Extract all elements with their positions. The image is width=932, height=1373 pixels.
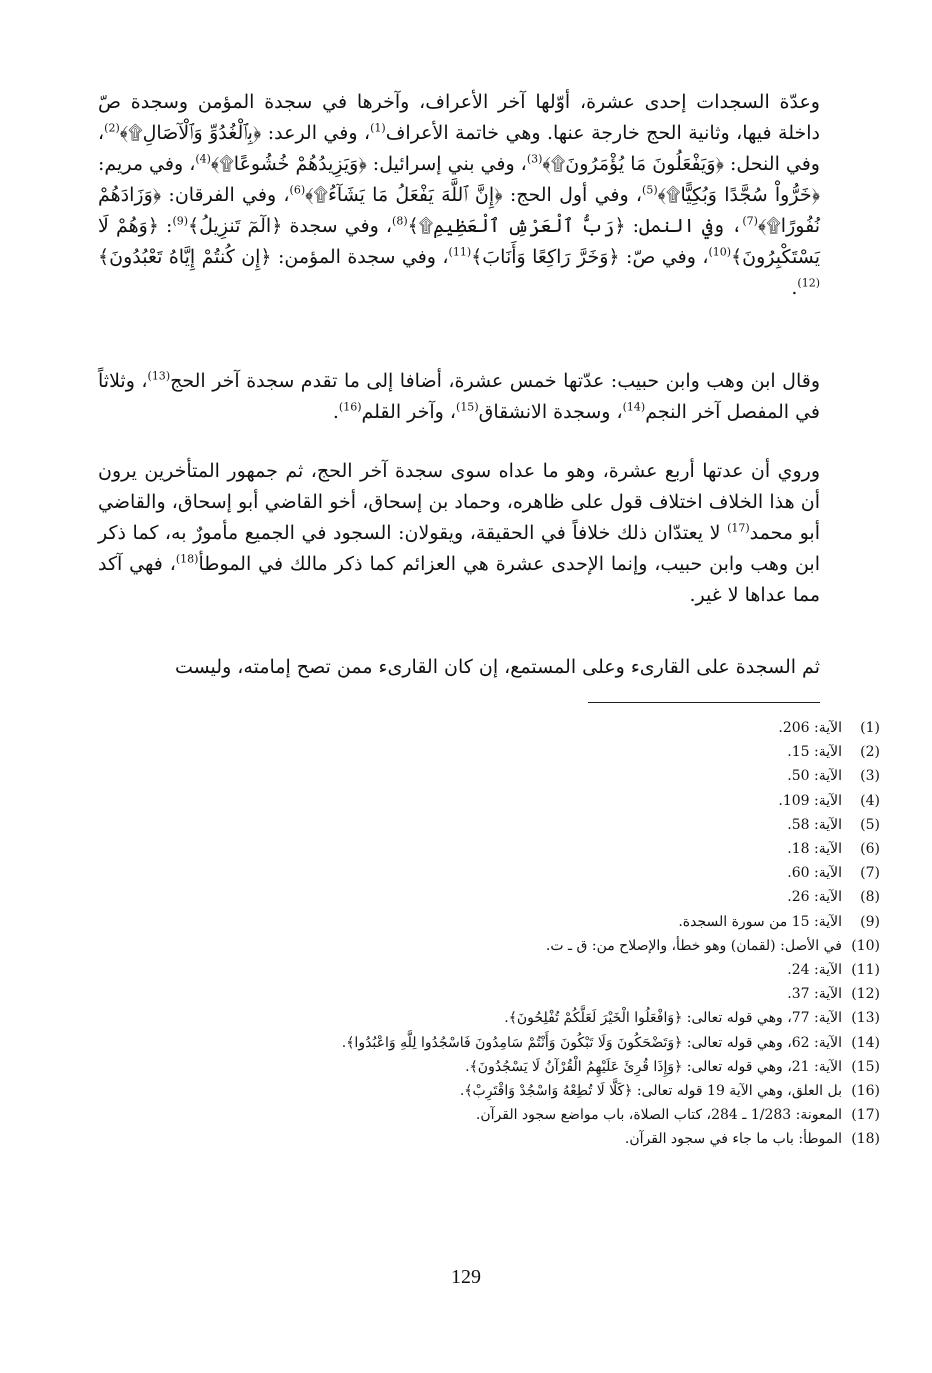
body-paragraph-2 [98, 366, 820, 428]
footnote-ref-8[interactable]: (8) [392, 214, 408, 228]
footnote-number: (6) [860, 841, 880, 858]
footnote-ref-9[interactable]: (9) [172, 214, 189, 228]
footnote-item [150, 861, 880, 885]
footnote-ref-17[interactable]: (17) [727, 521, 750, 535]
footnote-item [150, 934, 880, 958]
footnote-number: (9) [860, 913, 880, 930]
paragraph-text: ، وفي الفرقان: ﴿وَزَادَهُمْ نُفُورًا۩﴾ [98, 184, 820, 237]
footnote-item [150, 1127, 880, 1151]
footnote-item [150, 1055, 880, 1079]
paragraph-text: ، وفي سجدة ﴿الٓمٓ تَنزِيلُ﴾ [188, 215, 393, 237]
footnote-item [150, 740, 880, 764]
paragraph-text: ، فهي آكد مما عداها لا غير. [98, 553, 820, 606]
footnote-item [150, 837, 880, 861]
footnote-text: الآية: 58. [787, 816, 842, 833]
footnote-number: (13) [851, 1010, 880, 1027]
footnote-ref-12[interactable]: (12) [797, 276, 820, 290]
paragraph-text: ، وسجدة الانشقاق [478, 401, 623, 423]
footnote-text: الآية: 60. [787, 865, 842, 882]
footnote-ref-15[interactable]: (15) [456, 400, 479, 414]
footnote-ref-18[interactable]: (18) [175, 552, 199, 566]
footnote-ref-13[interactable]: (13) [147, 369, 171, 383]
paragraph-text: لا يعتدّان ذلك خلافاً في الحقيقة، ويقولان: السجود في الجميع مأمورٌ به، كما ذكر ابن وهب وابن حبيب، وإنما الإحدى عشرة هي العزائم كما ذكر مالك في الموطأ [98, 522, 821, 575]
footnote-item [150, 813, 880, 837]
footnote-item [150, 982, 880, 1006]
footnote-item [150, 1031, 880, 1055]
footnote-text: بل العلق، وهي الآية 19 قوله تعالى: ﴿كَلَّا لَا تُطِعْهُ وَاسْجُدْ وَاقْتَرِبْ﴾. [459, 1083, 842, 1100]
paragraph-text: ، وفي صّ: ﴿وَخَرَّ رَاكِعًا وَأَنَابَ﴾ [471, 246, 709, 268]
paragraph-text: . [332, 401, 339, 423]
footnote-separator [588, 702, 820, 703]
paragraph-text: ، وثلاثاً في المفصل آخر النجم [98, 370, 820, 423]
paragraph-text: وقال ابن وهب وابن حبيب: عدّتها خمس عشرة، أضافا إلى ما تقدم سجدة آخر الحج [170, 370, 820, 392]
footnote-number: (2) [860, 744, 880, 761]
footnote-text: الآية: 37. [787, 986, 842, 1003]
footnote-item [150, 1103, 880, 1127]
footnote-number: (5) [860, 816, 880, 833]
footnote-text: الآية: 109. [778, 792, 842, 809]
footnote-text: الآية: 18. [787, 841, 842, 858]
footnote-ref-4[interactable]: (4) [195, 152, 211, 166]
footnote-number: (18) [851, 1131, 880, 1148]
footnote-ref-14[interactable]: (14) [622, 400, 646, 414]
footnote-text: الآية: 206. [778, 720, 842, 736]
page-number: 129 [451, 1266, 481, 1288]
footnote-number: (16) [851, 1083, 880, 1100]
footnote-text: الآية: 15 من سورة السجدة. [678, 913, 842, 930]
paragraph-text: ، وفي النمل: ﴿رَبُّ ٱلْعَرْشِ ٱلْعَظِيمِ۩﴾ [407, 215, 743, 237]
footnote-number: (14) [851, 1034, 880, 1051]
paragraph-text: . [791, 277, 798, 299]
footnote-ref-3[interactable]: (3) [526, 152, 543, 166]
paragraph-text: ثم السجدة على القارىء وعلى المستمع، إن كان القارىء ممن تصح إمامته، وليست [174, 656, 820, 678]
footnote-text: الآية: 15. [787, 744, 842, 761]
footnote-ref-5[interactable]: (5) [642, 183, 658, 197]
footnote-number: (12) [851, 986, 880, 1003]
footnote-ref-16[interactable]: (16) [338, 400, 362, 414]
body-paragraph-1 [98, 87, 820, 304]
footnote-text: الموطأ: باب ما جاء في سجود القرآن. [624, 1131, 842, 1148]
paragraph-text: ، وفي النحل: ﴿وَيَفْعَلُونَ مَا يُؤْمَرُونَ۩﴾ [98, 122, 820, 175]
footnote-ref-7[interactable]: (7) [742, 214, 758, 228]
footnote-ref-1[interactable]: (1) [370, 121, 386, 135]
paragraph-text: : ﴿وَهُمْ لَا يَسْتَكْبِرُونَ﴾ [98, 215, 820, 268]
footnote-ref-6[interactable]: (6) [289, 183, 306, 197]
footnote-ref-10[interactable]: (10) [708, 245, 732, 259]
footnote-number: (1) [860, 720, 880, 736]
footnote-item [150, 1079, 880, 1103]
footnote-item [150, 789, 880, 813]
footnote-ref-2[interactable]: (2) [104, 121, 120, 135]
footnote-text: الآية: 21، وهي قوله تعالى: ﴿وَإِذَا قُرِئَ عَلَيْهِمُ الْقُرْآنُ لَا يَسْجُدُونَ﴾. [465, 1058, 842, 1075]
footnote-item [150, 764, 880, 788]
footnote-number: (17) [851, 1107, 880, 1124]
body-paragraph-4 [98, 652, 820, 683]
footnote-number: (4) [860, 792, 880, 809]
paragraph-text: ، وفي مريم: ﴿خَرُّواْ سُجَّدًا وَبُكِيًّا۩﴾ [98, 153, 820, 206]
paragraph-text: ، وفي أول الحج: ﴿إِنَّ ٱللَّهَ يَفْعَلُ مَا يَشَآءُ۩﴾ [305, 184, 643, 206]
footnote-item [150, 885, 880, 909]
footnote-number: (8) [860, 889, 880, 906]
footnote-text: الآية: 62، وهي قوله تعالى: ﴿وَتَضْحَكُونَ وَلَا تَبْكُونَ وَأَنْتُمْ سَامِدُونَ فَاسْجُدُوا لِلَّهِ وَاعْبُدُوا﴾. [341, 1034, 842, 1051]
footnote-item [150, 716, 880, 740]
footnote-text: الآية: 26. [787, 889, 842, 906]
footnote-text: في الأصل: (لقمان) وهو خطأ، والإصلاح من: ق ـ ت. [545, 937, 842, 954]
footnote-text: المعونة: 1/283 ـ 284، كتاب الصلاة، باب مواضع سجود القرآن. [475, 1107, 842, 1124]
footnote-item [150, 1006, 880, 1030]
paragraph-text: ، وفي الرعد: ﴿بِٱلْغُدُوِّ وَٱلْآصَالِ۩﴾ [119, 122, 371, 144]
footnote-number: (10) [851, 937, 880, 954]
footnote-number: (3) [860, 768, 880, 785]
footnote-text: الآية: 24. [787, 962, 842, 979]
paragraph-text: وعدّة السجدات إحدى عشرة، أوّلها آخر الأعراف، وآخرها في سجدة المؤمن وسجدة صّ داخلة فيها، وثانية الحج خارجة عنها. وهي خاتمة الأعراف [98, 91, 820, 144]
body-paragraph-3 [98, 456, 820, 611]
footnote-ref-11[interactable]: (11) [448, 245, 472, 259]
paragraph-text: ، وفي سجدة المؤمن: ﴿إِن كُنتُمْ إِيَّاهُ تَعْبُدُونَ﴾ [98, 246, 449, 268]
footnote-text: الآية: 77، وهي قوله تعالى: ﴿وَافْعَلُوا الْخَيْرَ لَعَلَّكُمْ تُفْلِحُونَ﴾. [504, 1010, 842, 1027]
footnotes-list [150, 716, 880, 1152]
footnote-number: (11) [851, 962, 880, 979]
footnote-text: الآية: 50. [787, 768, 842, 785]
footnote-number: (7) [860, 865, 880, 882]
paragraph-text: وروي أن عدتها أربع عشرة، وهو ما عداه سوى سجدة آخر الحج، ثم جمهور المتأخرين يرون أن هذا الخلاف اختلاف قول على ظاهره، وحماد بن إسحاق، أخو القاضي أبو إسحاق، والقاضي أبو محمد [98, 460, 820, 544]
footnote-item [150, 958, 880, 982]
paragraph-text: ، وآخر القلم [361, 401, 457, 423]
footnote-number: (15) [851, 1058, 880, 1075]
footnote-item [150, 910, 880, 934]
paragraph-text: ، وفي بني إسرائيل: ﴿وَيَزِيدُهُمْ خُشُوعًا۩﴾ [210, 153, 527, 175]
